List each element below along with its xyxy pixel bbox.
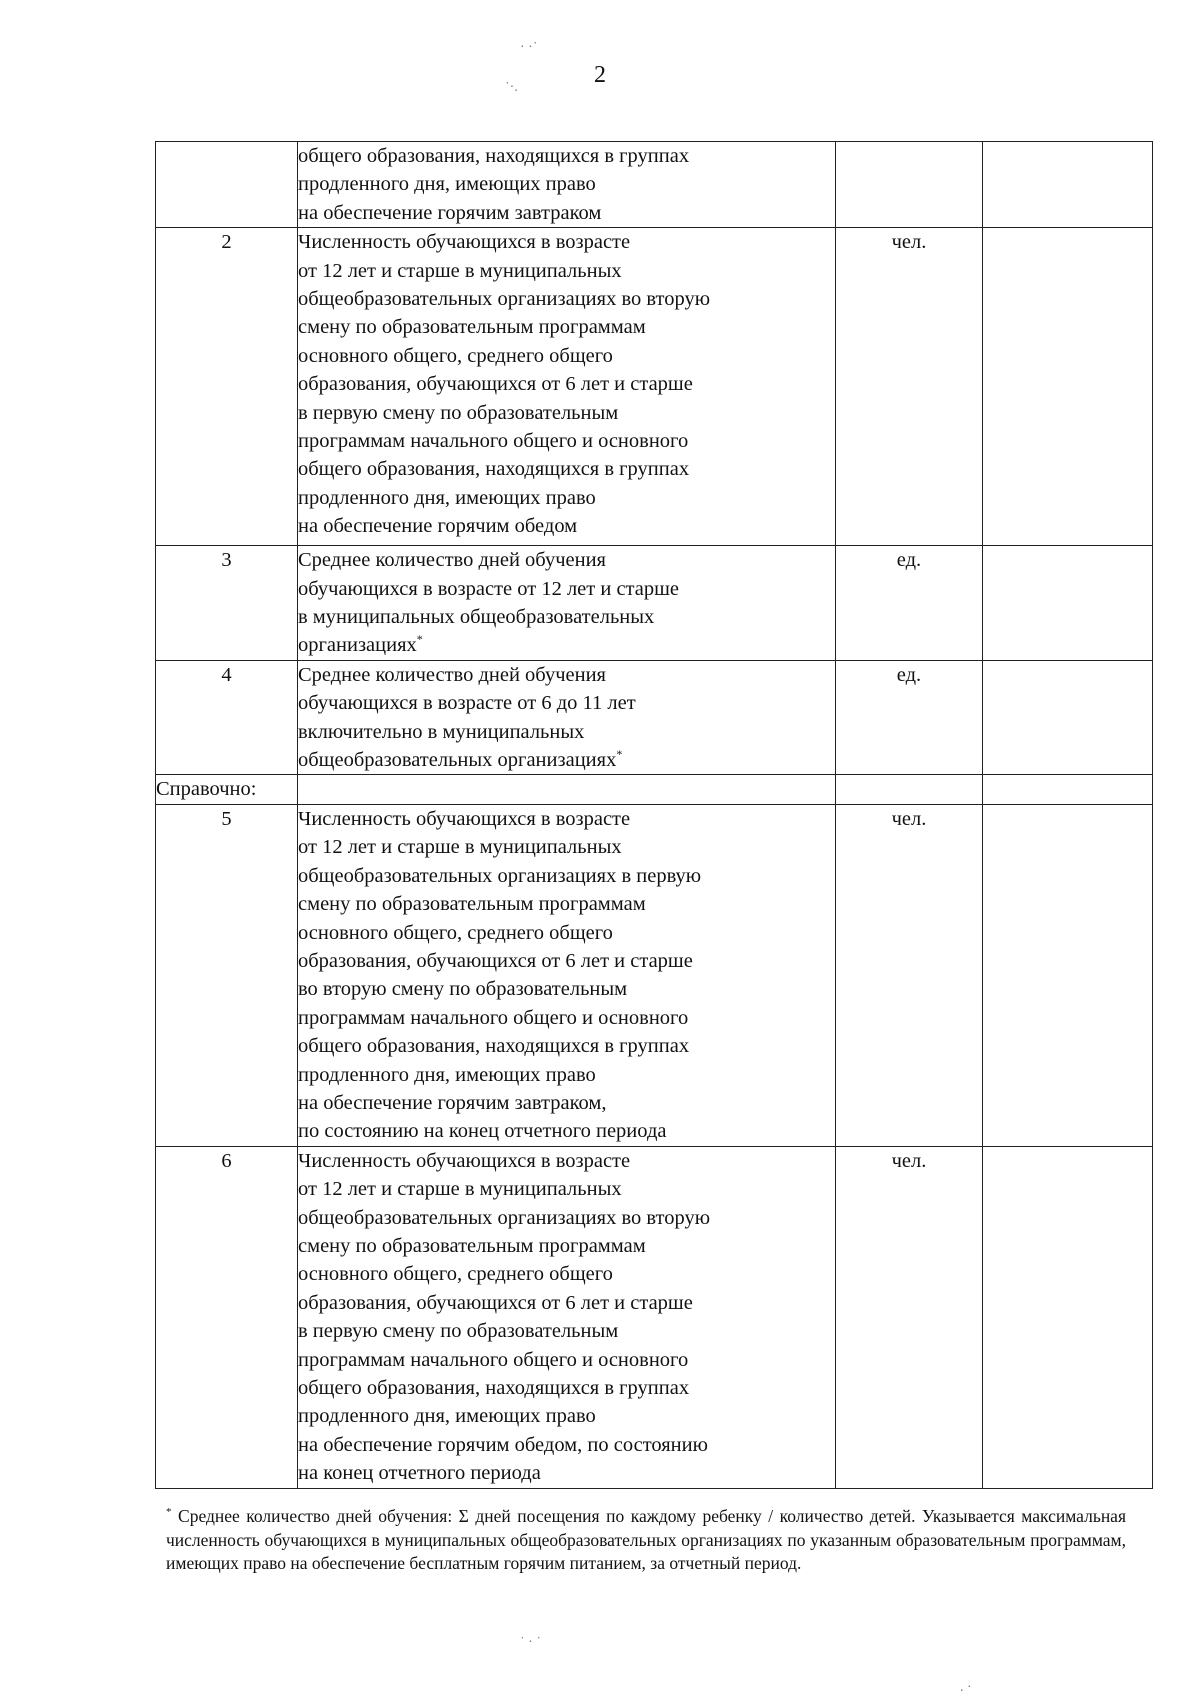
page-number: 2: [594, 62, 606, 88]
value-cell: [983, 142, 1153, 228]
indicator-line-text: Численность обучающихся в возрасте: [298, 231, 631, 254]
indicator-line-text: Численность обучающихся в возрасте: [298, 807, 631, 830]
indicator-line: [298, 1089, 835, 1117]
indicator-line: [298, 399, 835, 427]
indicator-line-text: от 12 лет и старше в муниципальных: [298, 836, 622, 859]
indicator-line: [298, 257, 835, 285]
indicator-line: [298, 1402, 835, 1430]
indicator-line-text: образования, обучающихся от 6 лет и старше: [298, 1291, 693, 1314]
indicator-name: [298, 1146, 836, 1488]
indicator-line-text: Среднее количество дней обучения: [298, 663, 606, 686]
unit-cell: чел.: [836, 804, 983, 1146]
indicator-line: [298, 603, 835, 631]
indicator-name: [298, 142, 836, 228]
indicator-line-text: продленного дня, имеющих право: [298, 486, 596, 509]
indicator-name: [298, 660, 836, 775]
indicator-line: [298, 1260, 835, 1288]
indicator-line-text: смену по образовательным программам: [298, 316, 646, 339]
indicator-line: [298, 1289, 835, 1317]
table-row: [156, 660, 1153, 775]
indicator-line-text: продленного дня, имеющих право: [298, 173, 596, 196]
indicator-line-text: общего образования, находящихся в группах: [298, 458, 690, 481]
indicator-line-text: на конец отчетного периода: [298, 1462, 541, 1485]
footnote-marker: *: [616, 747, 623, 762]
indicator-line: [298, 228, 835, 256]
indicator-line-text: программам начального общего и основного: [298, 1006, 689, 1029]
footnote-marker: *: [166, 1506, 172, 1519]
indicator-line-text: образования, обучающихся от 6 лет и старше: [298, 373, 693, 396]
table-row: [156, 546, 1153, 661]
indicator-line-text: в первую смену по образовательным: [298, 401, 619, 424]
table-row: [156, 228, 1153, 546]
unit-cell: чел.: [836, 228, 983, 546]
indicator-line: [298, 1032, 835, 1060]
indicator-line-text: программам начального общего и основного: [298, 1348, 689, 1371]
indicator-name: [298, 775, 836, 804]
table-row: [156, 142, 1153, 228]
indicator-line: [298, 833, 835, 861]
indicator-line: [298, 199, 835, 227]
footnote-text: Среднее количество дней обучения: Σ дней посещения по каждому ребенку / количество детей. Указывается максимальная численность обучающихся в муниципальных общеобразовательных организациях по указанным образовательным программам, имеющих право на обеспечение бесплатным горячим питанием, за отчетный период.: [166, 1506, 1127, 1573]
indicator-line: [298, 1317, 835, 1345]
indicator-line: [298, 1374, 835, 1402]
indicator-line-text: общеобразовательных организациях в первую: [298, 864, 702, 887]
indicator-line-text: обучающихся в возрасте от 12 лет и старше: [298, 577, 680, 600]
unit-cell: ед.: [836, 546, 983, 661]
indicator-name: [298, 228, 836, 546]
value-cell: [983, 804, 1153, 1146]
indicator-line: [298, 919, 835, 947]
indicator-line-text: образования, обучающихся от 6 лет и старше: [298, 949, 693, 972]
unit-cell: [836, 142, 983, 228]
indicator-line-text: смену по образовательным программам: [298, 893, 646, 916]
reference-label: Справочно:: [156, 775, 298, 804]
row-number: 2: [156, 228, 298, 546]
indicator-line-text: основного общего, среднего общего: [298, 921, 613, 944]
indicator-line: [298, 427, 835, 455]
row-number: 6: [156, 1146, 298, 1488]
indicator-line-text: организациях: [298, 634, 417, 657]
unit-cell: чел.: [836, 1146, 983, 1488]
value-cell: [983, 775, 1153, 804]
indicator-line-text: от 12 лет и старше в муниципальных: [298, 1178, 622, 1201]
indicator-line-text: общеобразовательных организациях во вторую: [298, 1206, 711, 1229]
indicator-line-text: в первую смену по образовательным: [298, 1320, 619, 1343]
indicator-line-text: на обеспечение горячим обедом: [298, 515, 578, 538]
indicator-line-text: основного общего, среднего общего: [298, 1263, 613, 1286]
row-number: 3: [156, 546, 298, 661]
indicator-line-text: общеобразовательных организациях во вторую: [298, 288, 711, 311]
indicator-line: [298, 718, 835, 746]
indicator-line-text: общего образования, находящихся в группах: [298, 1035, 690, 1058]
indicator-line: [298, 1004, 835, 1032]
value-cell: [983, 660, 1153, 775]
indicator-line: [298, 512, 835, 540]
indicator-line-text: по состоянию на конец отчетного периода: [298, 1120, 667, 1143]
indicators-table: [155, 141, 1153, 1489]
indicator-name: [298, 546, 836, 661]
indicator-line: [298, 1431, 835, 1459]
row-number: [156, 142, 298, 228]
unit-cell: ед.: [836, 660, 983, 775]
table-row: [156, 804, 1153, 1146]
indicator-line: [298, 170, 835, 198]
indicator-line: [298, 890, 835, 918]
indicator-line: [298, 142, 835, 170]
footnote-marker: *: [416, 632, 423, 647]
footnote: [166, 1505, 1126, 1576]
indicator-line-text: включительно в муниципальных: [298, 720, 585, 743]
indicator-line-text: обучающихся в возрасте от 6 до 11 лет: [298, 692, 636, 715]
indicator-line: [298, 1117, 835, 1145]
indicator-line-text: на обеспечение горячим завтраком: [298, 201, 602, 224]
indicator-line: [298, 370, 835, 398]
indicator-line: [298, 1232, 835, 1260]
indicator-line: [298, 484, 835, 512]
indicator-line-text: на обеспечение горячим завтраком,: [298, 1091, 607, 1114]
indicator-line-text: основного общего, среднего общего: [298, 344, 613, 367]
indicator-line: [298, 975, 835, 1003]
unit-cell: [836, 775, 983, 804]
indicator-line: [298, 546, 835, 574]
indicator-line-text: общеобразовательных организациях: [298, 749, 617, 772]
row-number: 5: [156, 804, 298, 1146]
value-cell: [983, 546, 1153, 661]
indicator-name: [298, 804, 836, 1146]
indicator-line: [298, 575, 835, 603]
indicator-line-text: Среднее количество дней обучения: [298, 549, 606, 572]
indicator-line: [298, 1061, 835, 1089]
indicator-line: [298, 285, 835, 313]
indicator-line: [298, 342, 835, 370]
indicator-line-text: общего образования, находящихся в группах: [298, 145, 690, 167]
indicator-line: [298, 455, 835, 483]
table-row: [156, 1146, 1153, 1488]
indicator-line-text: Численность обучающихся в возрасте: [298, 1149, 631, 1172]
row-number: 4: [156, 660, 298, 775]
value-cell: [983, 228, 1153, 546]
indicator-line-text: продленного дня, имеющих право: [298, 1063, 596, 1086]
indicator-line-text: на обеспечение горячим обедом, по состоянию: [298, 1433, 708, 1456]
indicator-line-text: от 12 лет и старше в муниципальных: [298, 259, 622, 282]
indicator-line: [298, 1175, 835, 1203]
indicator-line: [298, 1204, 835, 1232]
indicator-line-text: продленного дня, имеющих право: [298, 1405, 596, 1428]
indicator-line: [298, 689, 835, 717]
value-cell: [983, 1146, 1153, 1488]
indicator-line: [298, 661, 835, 689]
indicator-line-text: программам начального общего и основного: [298, 430, 689, 453]
indicator-line-text: в муниципальных общеобразовательных: [298, 606, 655, 629]
indicators-table-body: [156, 142, 1153, 1489]
indicator-line: [298, 1147, 835, 1175]
indicator-line: [298, 805, 835, 833]
indicator-line: [298, 313, 835, 341]
indicator-line: [298, 631, 835, 659]
table-row: [156, 775, 1153, 804]
indicator-line: [298, 1346, 835, 1374]
indicator-line: [298, 862, 835, 890]
indicator-line-text: общего образования, находящихся в группах: [298, 1377, 690, 1399]
indicator-line: [298, 1459, 835, 1487]
indicator-line: [298, 947, 835, 975]
indicator-line-text: смену по образовательным программам: [298, 1234, 646, 1257]
indicator-line: [298, 746, 835, 774]
indicator-line-text: во вторую смену по образовательным: [298, 978, 628, 1001]
